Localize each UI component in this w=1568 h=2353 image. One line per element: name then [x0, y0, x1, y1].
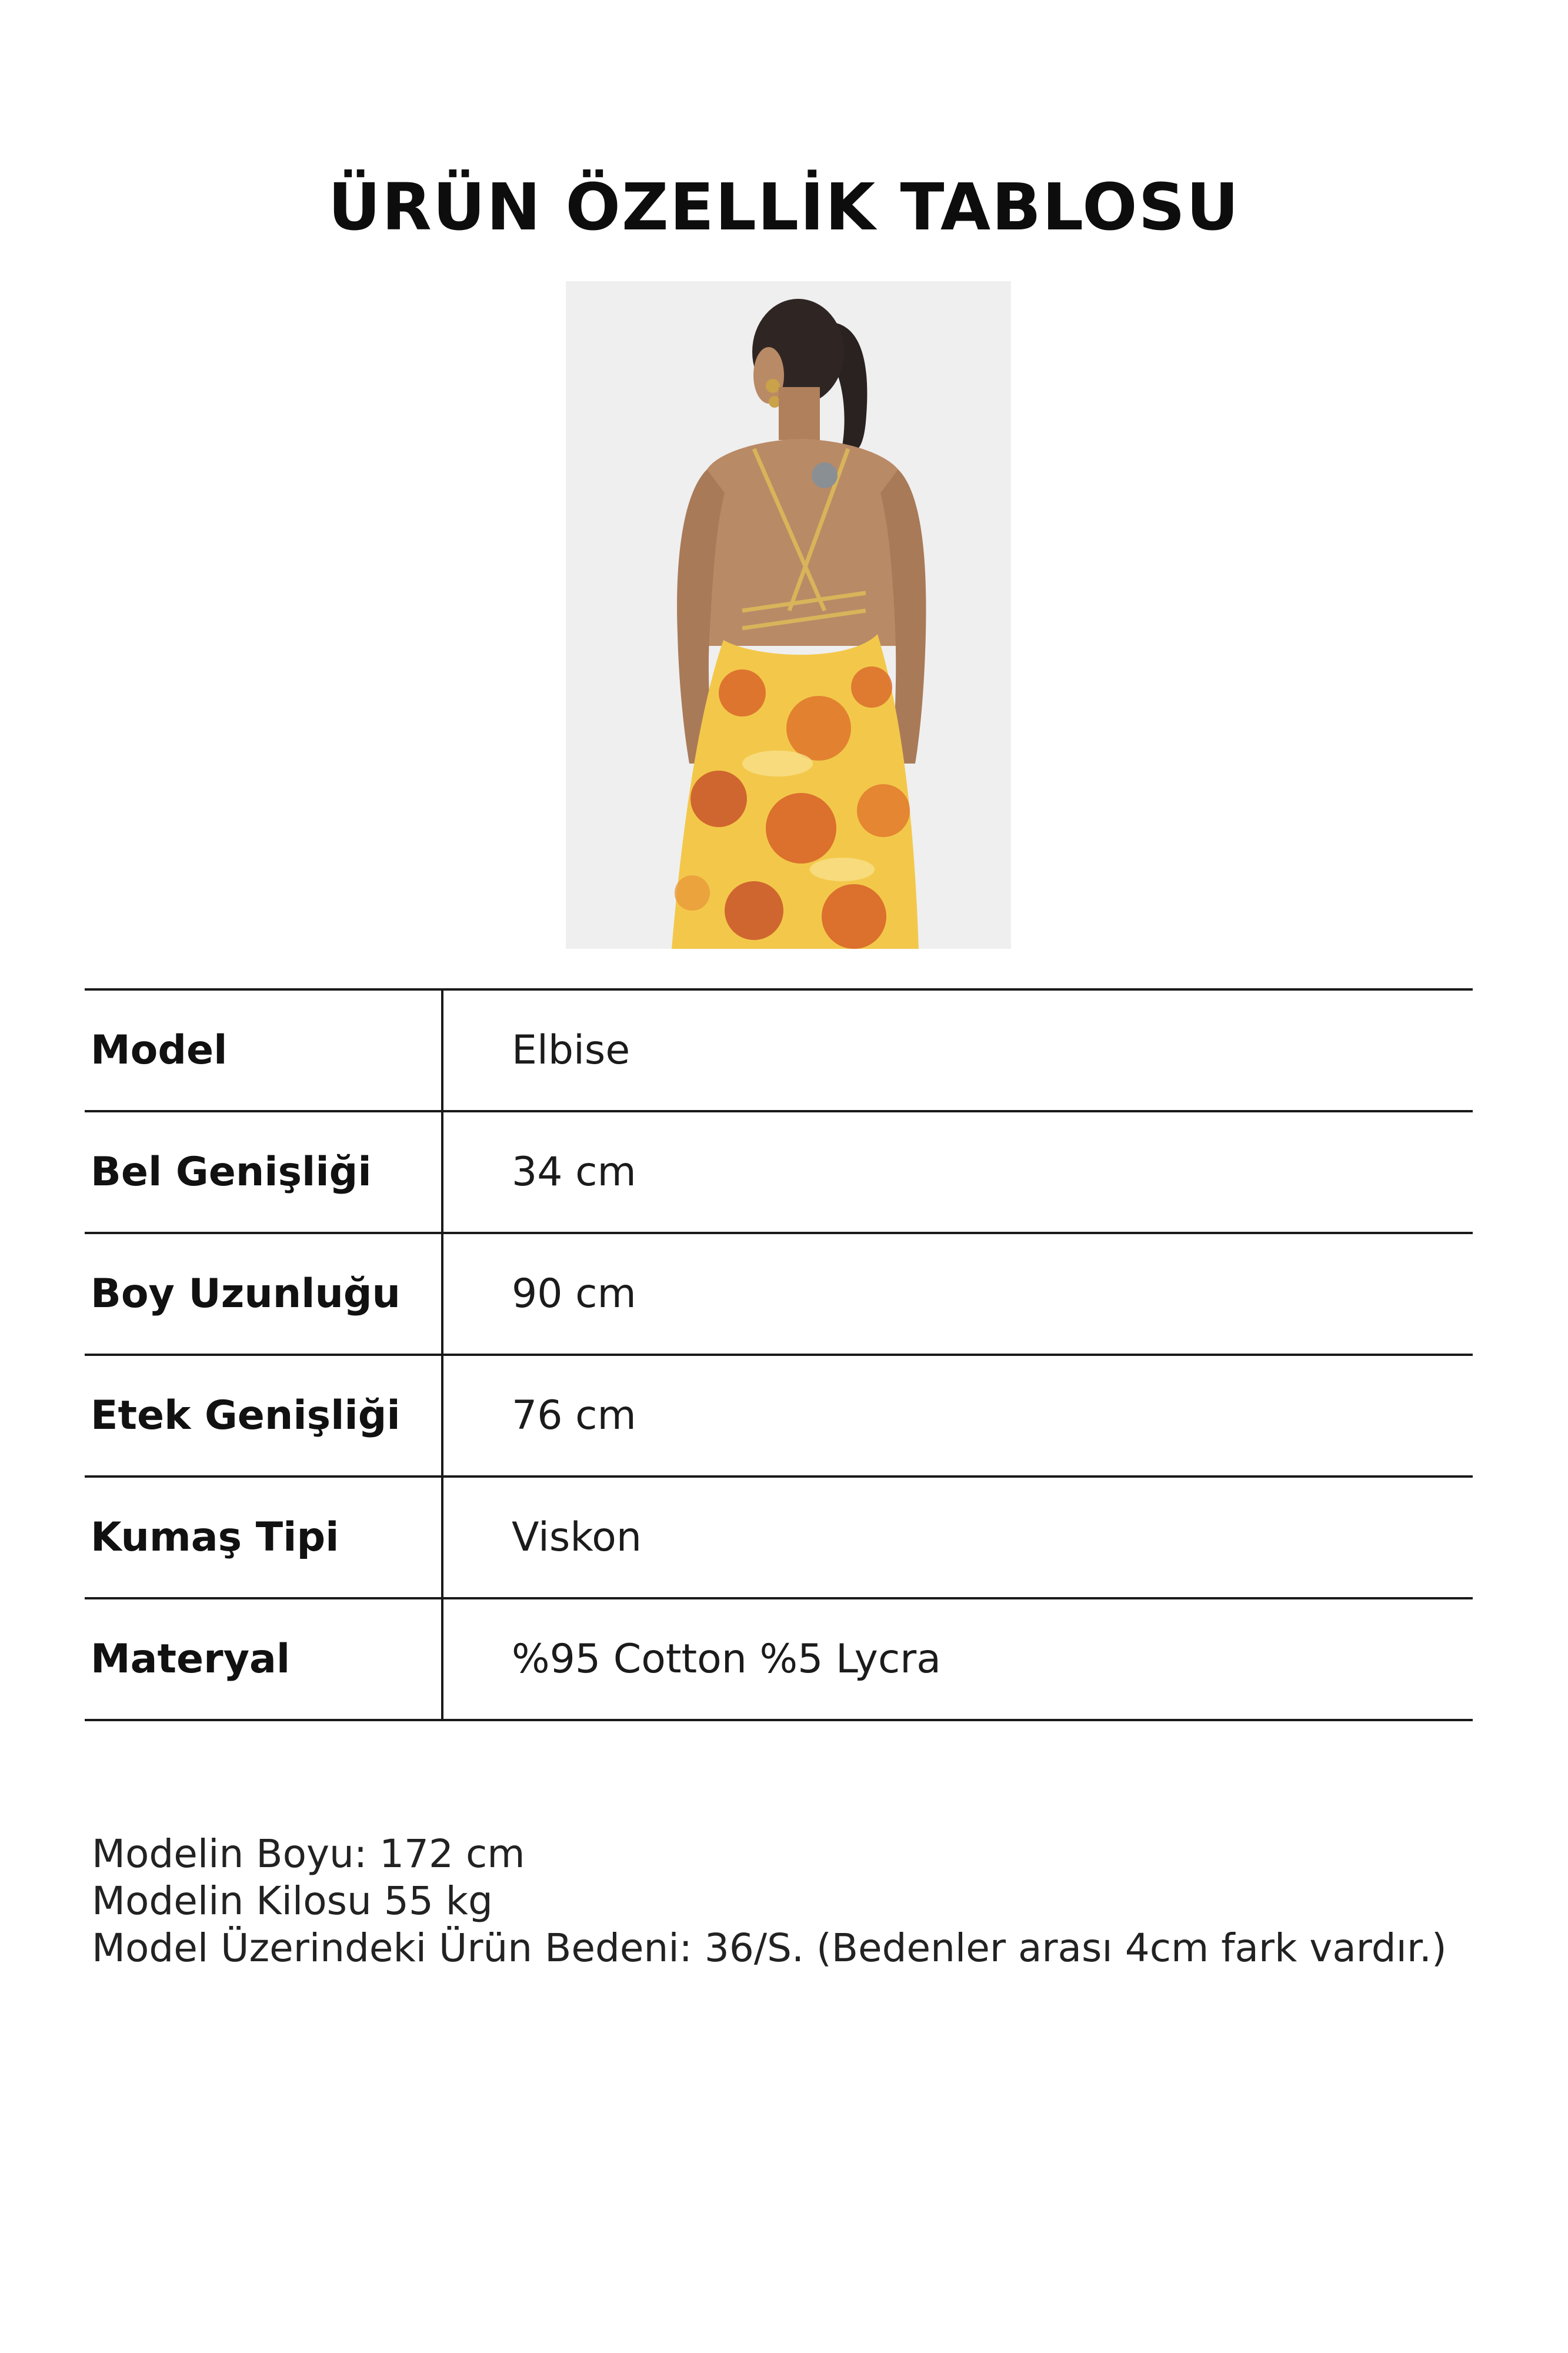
product-photo: [566, 281, 1011, 949]
spec-label: Bel Genişliği: [85, 1111, 442, 1233]
spec-label: Boy Uzunluğu: [85, 1233, 442, 1355]
note-line: Modelin Kilosu 55 kg: [92, 1878, 493, 1924]
spec-value: 34 cm: [442, 1111, 1473, 1233]
note-line: Model Üzerindeki Ürün Bedeni: 36/S. (Bedenler arası 4cm fark vardır.): [92, 1925, 1447, 1971]
spec-label: Etek Genişliği: [85, 1355, 442, 1477]
note-line: Modelin Boyu: 172 cm: [92, 1831, 525, 1877]
table-row: [85, 1355, 1473, 1477]
table-row: [85, 1598, 1473, 1720]
model-notes: [92, 1831, 1503, 1972]
spec-value: Elbise: [442, 989, 1473, 1111]
table-row: [85, 989, 1473, 1111]
model-illustration: [566, 281, 1011, 949]
table-row: [85, 1111, 1473, 1233]
spec-table: [85, 988, 1473, 1721]
spec-label: Kumaş Tipi: [85, 1477, 442, 1598]
spec-label: Model: [85, 989, 442, 1111]
table-row: [85, 1477, 1473, 1598]
spec-value: 76 cm: [442, 1355, 1473, 1477]
page-title: ÜRÜN ÖZELLİK TABLOSU: [328, 169, 1240, 245]
spec-value: 90 cm: [442, 1233, 1473, 1355]
table-row: [85, 1233, 1473, 1355]
spec-value: %95 Cotton %5 Lycra: [442, 1598, 1473, 1720]
spec-value: Viskon: [442, 1477, 1473, 1598]
spec-label: Materyal: [85, 1598, 442, 1720]
